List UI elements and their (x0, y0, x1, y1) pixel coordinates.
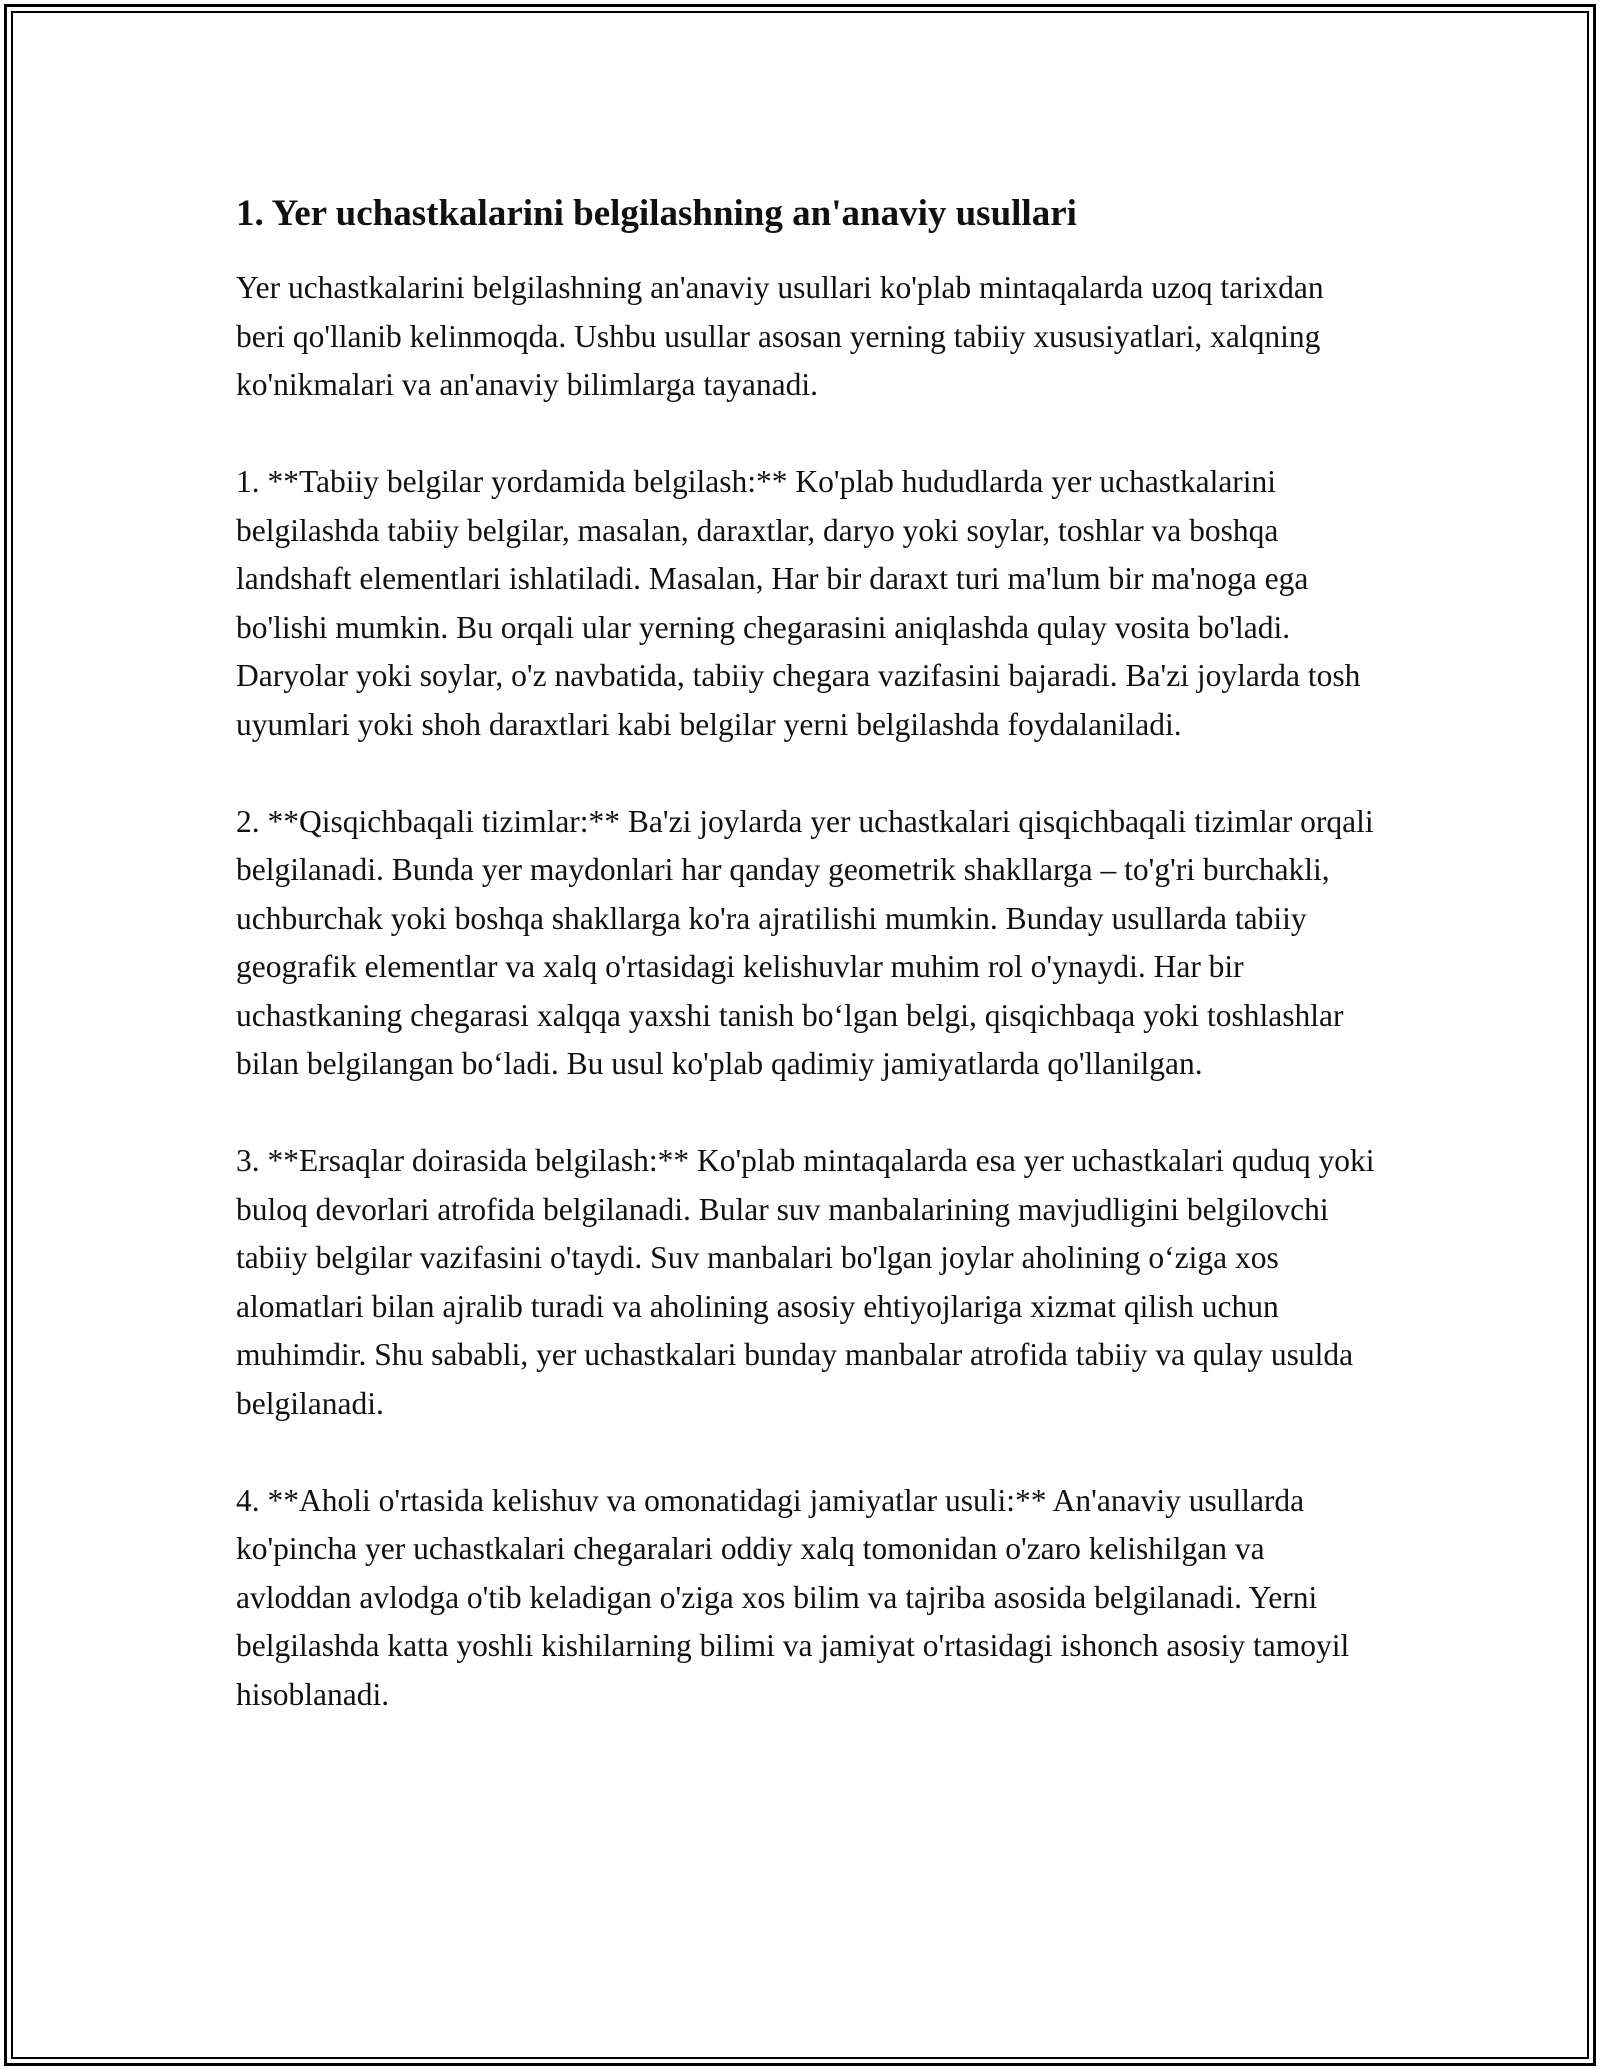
intro-paragraph: Yer uchastkalarini belgilashning an'anaviy usullari ko'plab mintaqalarda uzoq tarixdan beri qo'llanib kelinmoqda. Ushbu usullar asosan yerning tabiiy xususiyatlari, xalqning ko'nikmalari va an'anaviy bilimlarga tayanadi. (236, 270, 1324, 402)
section-title: 1. Yer uchastkalarini belgilashning an'anaviy usullari (236, 193, 1077, 234)
list-item-paragraph-3: 3. **Ersaqlar doirasida belgilash:** Ko'plab mintaqalarda esa yer uchastkalari quduq yoki buloq devorlari atrofida belgilanadi. Bular suv manbalarining mavjudligini belgilovchi tabiiy belgilar vazifasini o'taydi. Suv manbalari bo'lgan joylar aholining o‘ziga xos alomatlari bilan ajralib turadi va aholining asosiy ehtiyojlariga xizmat qilish uchun muhimdir. Shu sababli, yer uchastkalari bunday manbalar atrofida tabiiy va qulay usulda belgilanadi. (236, 1143, 1375, 1421)
list-item-paragraph-2: 2. **Qisqichbaqali tizimlar:** Ba'zi joylarda yer uchastkalari qisqichbaqali tizimlar orqali belgilanadi. Bunda yer maydonlari har qanday geometrik shakllarga – to'g'ri burchakli, uchburchak yoki boshqa shakllarga ko'ra ajratilishi mumkin. Bunday usullarda tabiiy geografik elementlar va xalq o'rtasidagi kelishuvlar muhim rol o'ynaydi. Har bir uchastkaning chegarasi xalqqa yaxshi tanish bo‘lgan belgi, qisqichbaqa yoki toshlashlar bilan belgilangan bo‘ladi. Bu usul ko'plab qadimiy jamiyatlarda qo'llanilgan. (236, 803, 1374, 1081)
list-item-paragraph-4: 4. **Aholi o'rtasida kelishuv va omonatidagi jamiyatlar usuli:** An'anaviy usullarda ko'pincha yer uchastkalari chegaralari oddiy xalq tomonidan o'zaro kelishilgan va avloddan avlodga o'tib keladigan o'ziga xos bilim va tajriba asosida belgilanadi. Yerni belgilashda katta yoshli kishilarning bilimi va jamiyat o'rtasidagi ishonch asosiy tamoyil hisoblanadi. (236, 1482, 1350, 1712)
document-body (236, 190, 1376, 1768)
list-item-paragraph-1: 1. **Tabiiy belgilar yordamida belgilash:** Ko'plab hududlarda yer uchastkalarini belgilashda tabiiy belgilar, masalan, daraxtlar, daryo yoki soylar, toshlar va boshqa landshaft elementlari ishlatiladi. Masalan, Har bir daraxt turi ma'lum bir ma'noga ega bo'lishi mumkin. Bu orqali ular yerning chegarasini aniqlashda qulay vosita bo'ladi. Daryolar yoki soylar, o'z navbatida, tabiiy chegara vazifasini bajaradi. Ba'zi joylarda tosh uyumlari yoki shoh daraxtlari kabi belgilar yerni belgilashda foydalaniladi. (236, 464, 1361, 742)
